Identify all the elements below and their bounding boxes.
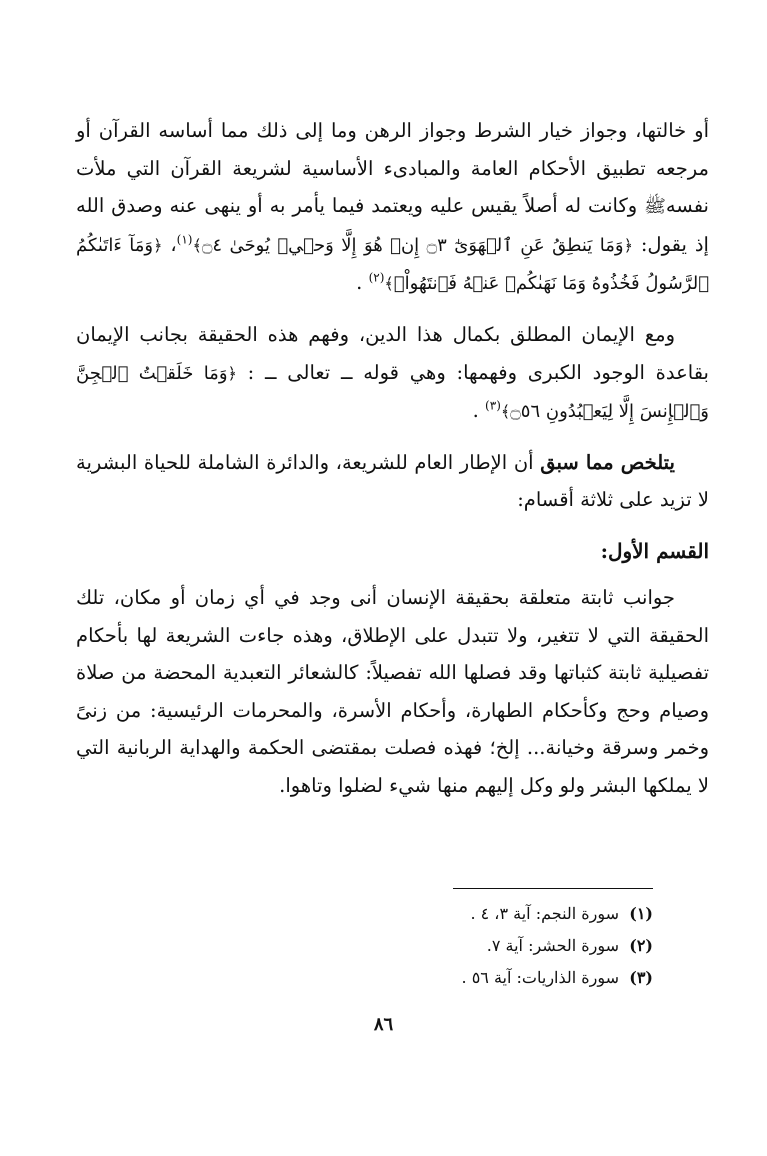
quran-open-bracket-icon: ﴿ (623, 235, 633, 255)
paragraph-1-text-b: وكانت له أصلاً يقيس عليه ويعتمد فيما يأمر به أو ينهى عنه وصدق الله إذ يقول: (76, 194, 709, 256)
footnote-ref-1[interactable]: (١) (176, 232, 193, 247)
footnote-number: (٣) (629, 968, 653, 987)
paragraph-3 (76, 444, 709, 519)
paragraph-2-text: ومع الإيمان المطلق بكمال هذا الدين، وفهم هذه الحقيقة بجانب الإيمان بقاعدة الوجود الكبرى وفهمها: وهي قوله ــ تعالى ــ : (76, 322, 709, 384)
paragraph-3-lead: يتلخص مما سبق (540, 450, 675, 474)
footnote-text: سورة الذاريات: آية ٥٦ . (461, 968, 620, 987)
paragraph-3-text: أن الإطار العام للشريعة، والدائرة الشاملة للحياة البشرية لا تزيد على ثلاثة أقسام: (76, 450, 709, 512)
footnote-number: (٢) (629, 936, 653, 955)
footnote-text: سورة الحشر: آية ٧. (486, 936, 620, 955)
salla-symbol: ﷺ (644, 196, 666, 218)
footnote-item (462, 930, 653, 962)
quran-open-bracket-icon: ﴿ (153, 235, 163, 255)
paragraph-end: . (356, 271, 369, 295)
quran-open-bracket-icon: ﴿ (227, 363, 237, 383)
footnote-divider (453, 888, 653, 889)
quran-verse-najm: وَمَا يَنطِقُ عَنِ ٱلۡهَوَىٰٓ ۝٣ إِنۡ هُوَ إِلَّا وَحۡيٞ يُوحَىٰ ۝٤ (201, 234, 624, 256)
paragraph-2 (76, 316, 709, 431)
quran-close-bracket-icon: ﴾ (192, 235, 202, 255)
paragraph-4: جوانب ثابتة متعلقة بحقيقة الإنسان أنى وجد في أي زمان أو مكان، تلك الحقيقة التي لا تتغير، ولا تتبدل على الإطلاق، وهذه جاءت الشريعة لها بأحكام تفصيلية ثابتة كثباتها وقد فصلها الله تفصيلاً: كالشعائر التعبدية المحضة من صلاة وصيام وحج وكأحكام الطهارة، وأحكام الأسرة، والمحرمات الرئيسية: من زنىً وخمر وسرقة وخيانة... إلخ؛ فهذه فصلت بمقتضى الحكمة والهداية الربانية التي لا يملكها البشر ولو وكل إليهم منها شيء لضلوا وتاهوا. (76, 585, 709, 797)
paragraph-1 (76, 112, 709, 303)
footnote-item (462, 898, 653, 930)
quran-verse-dhariyat: وَمَا خَلَقۡتُ ٱلۡجِنَّ وَٱلۡإِنسَ إِلَّا لِيَعۡبُدُونِ ۝٥٦ (76, 362, 709, 423)
footnote-ref-2[interactable]: (٢) (368, 270, 385, 285)
section-heading: القسم الأول: (600, 538, 709, 563)
quran-verse-hashr: وَمَآ ءَاتَىٰكُمُ ٱلرَّسُولُ فَخُذُوهُ وَمَا نَهَىٰكُمۡ عَنۡهُ فَٱنتَهُواْۚ (76, 234, 709, 295)
separator: ، (162, 232, 177, 256)
paragraph-1-text-a: أو خالتها، وجواز خيار الشرط وجواز الرهن وما إلى ذلك مما أساسه القرآن أو مرجعه تطبيق الأحكام العامة والمبادىء الأساسية لشريعة القرآن التي ملأت نفسه (76, 119, 709, 218)
footnote-item (462, 962, 653, 994)
quran-close-bracket-icon: ﴾ (384, 274, 394, 294)
paragraph-end: . (472, 399, 486, 423)
footnotes (462, 898, 653, 994)
page-body (76, 112, 709, 805)
footnote-text: سورة النجم: آية ٣، ٤ . (470, 904, 620, 923)
footnote-ref-3[interactable]: (٣) (485, 398, 501, 413)
footnote-number: (١) (629, 904, 653, 923)
quran-close-bracket-icon: ﴾ (500, 402, 511, 422)
page-number: ٨٦ (373, 1014, 394, 1035)
